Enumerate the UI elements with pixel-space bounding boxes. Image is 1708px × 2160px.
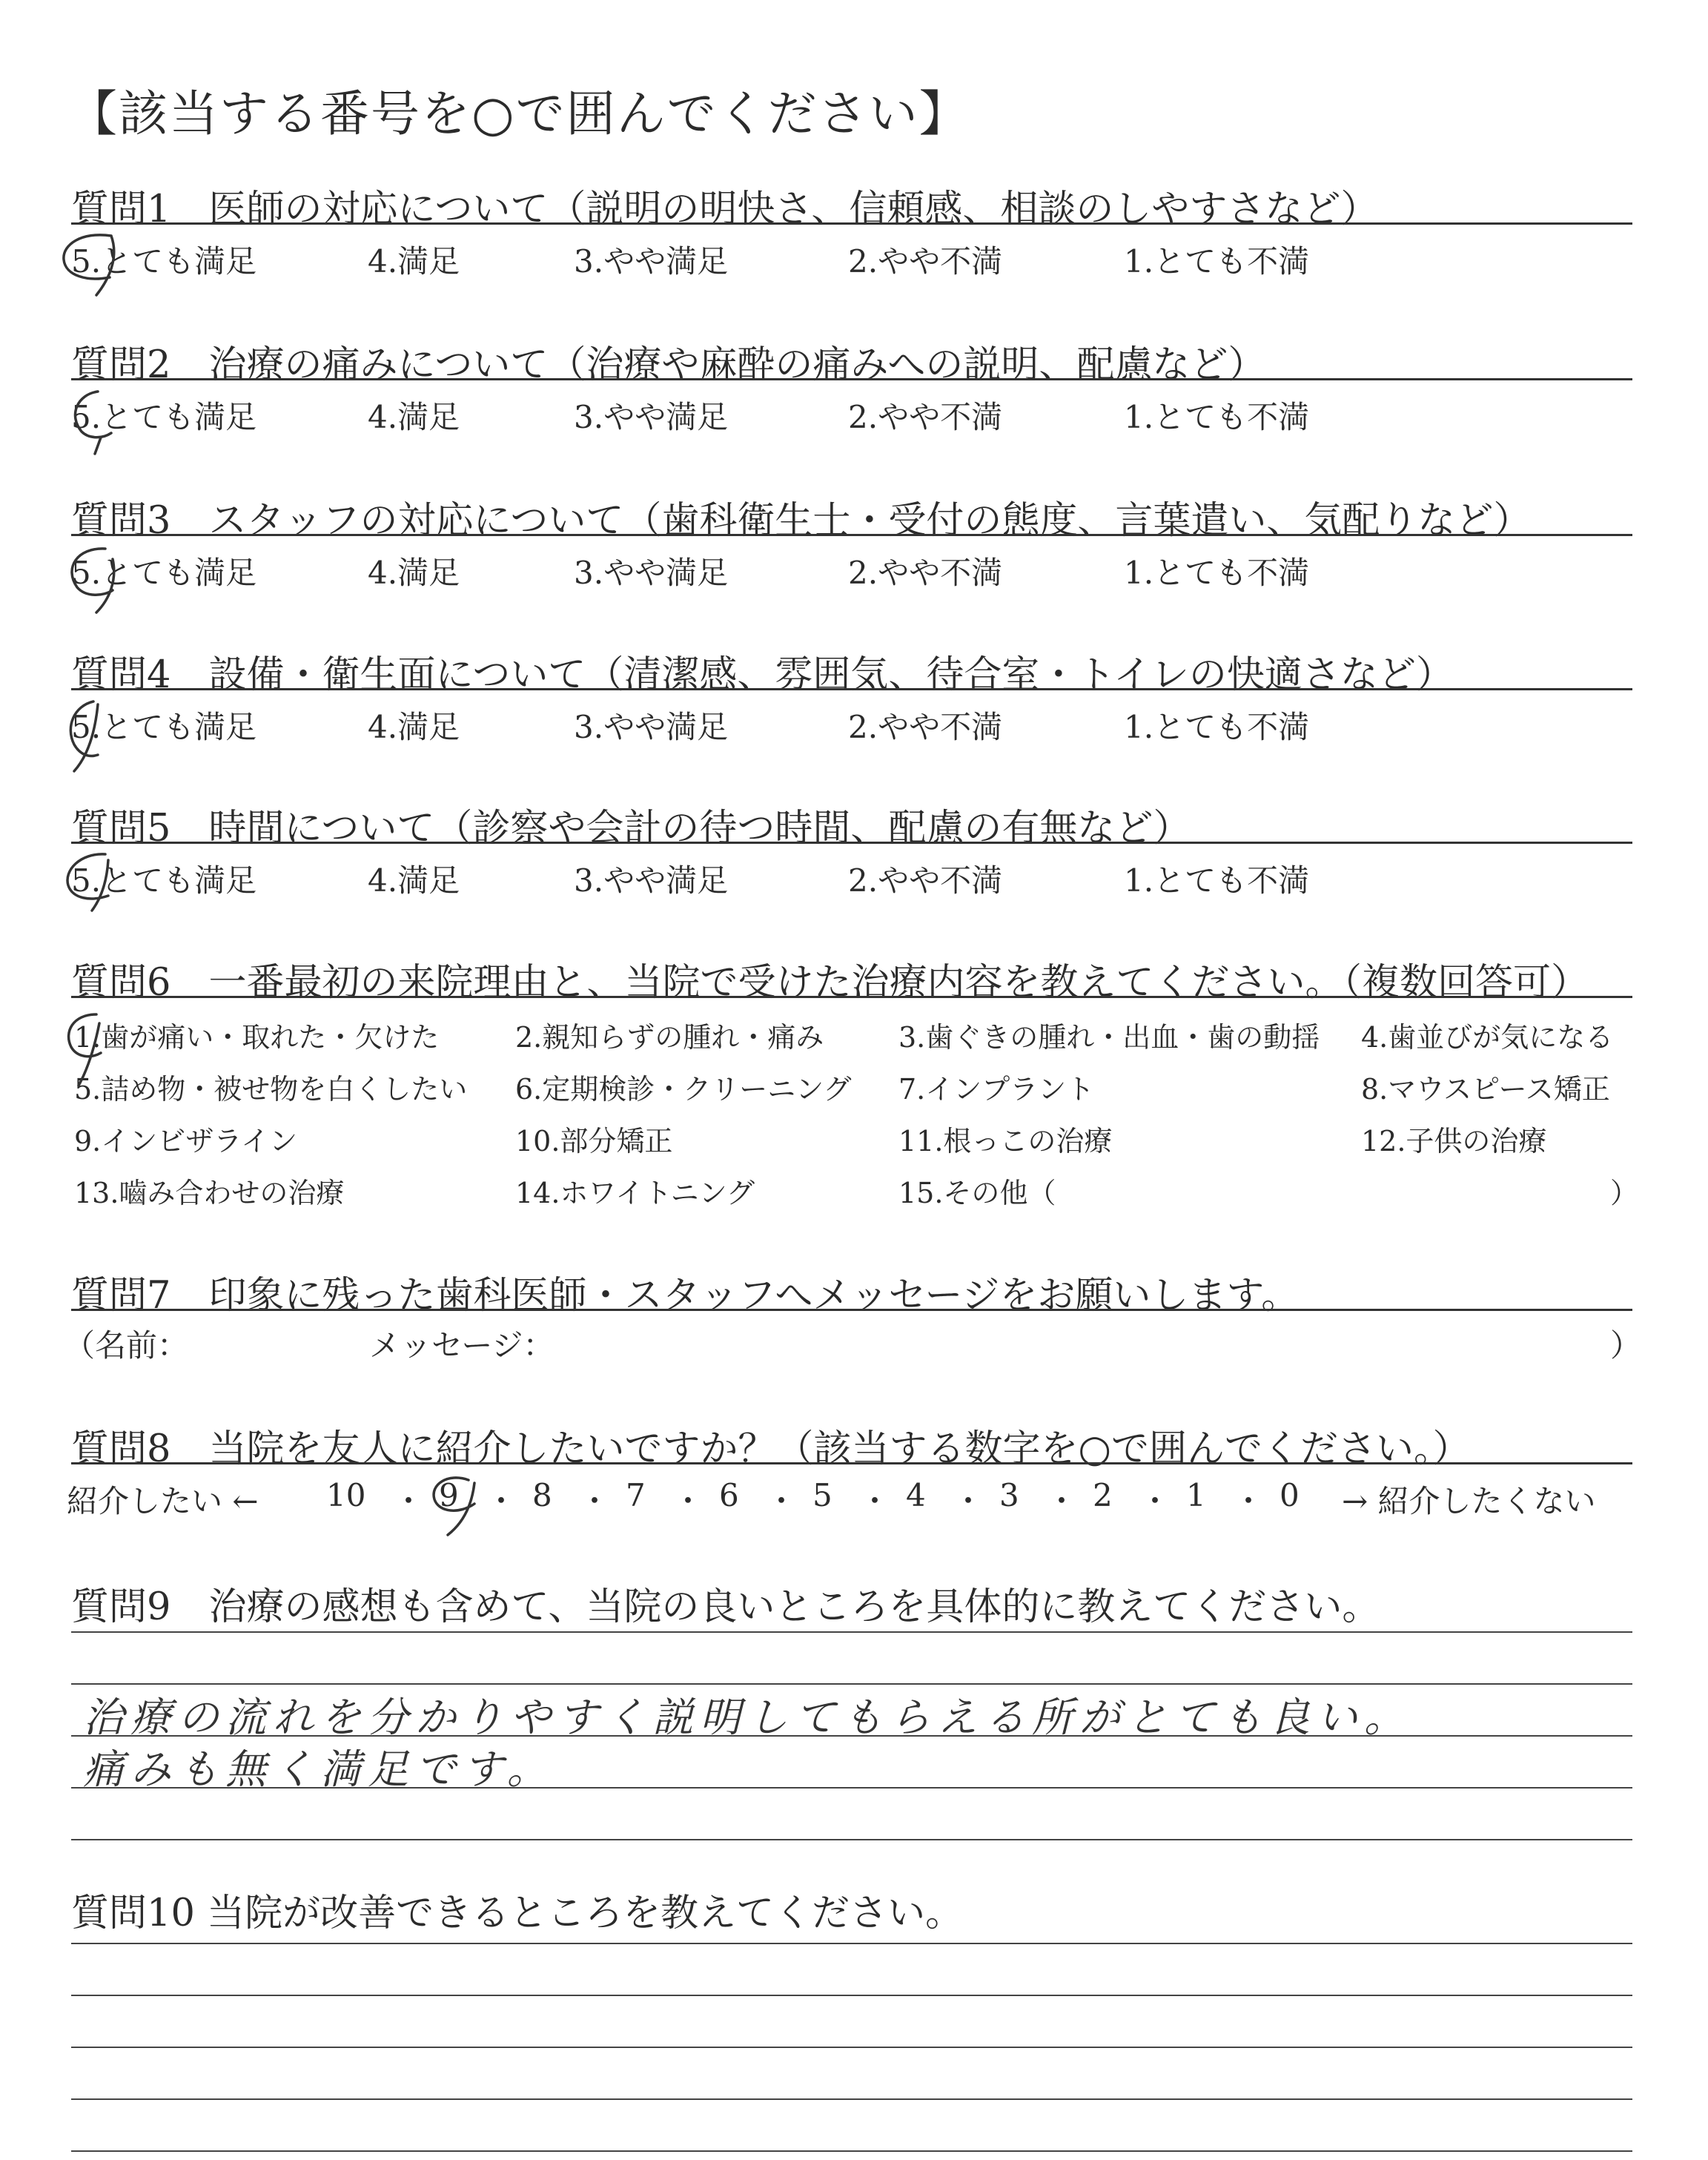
q7-close: ） [1610,1327,1642,1364]
q6-option-9[interactable]: 9.インビザライン [74,1125,298,1157]
q8-right-label: → 紹介したくない [1342,1483,1596,1519]
q8-separator: ・ [1046,1483,1078,1519]
circle-mark-q1 [64,235,114,295]
handwritten-answer-line-2: 痛みも無く満足です。 [83,1745,555,1793]
q3-option-3[interactable]: 3.やや満足 [574,555,729,591]
question-7-title: 質問7 印象に残った歯科医師・スタッフへメッセージをお願いします。 [71,1274,1300,1318]
q8-score-5[interactable]: 5 [812,1477,833,1513]
circle-mark-q8 [434,1478,474,1535]
question-6-title: 質問6 一番最初の来院理由と、当院で受けた治療内容を教えてください。（複数回答可） [71,961,1589,1005]
q6-option-8[interactable]: 8.マウスピース矯正 [1361,1073,1610,1106]
q8-separator: ・ [1139,1483,1171,1519]
q6-option-3[interactable]: 3.歯ぐきの腫れ・出血・歯の動揺 [898,1021,1320,1054]
q6-option-2[interactable]: 2.親知らずの腫れ・痛み [515,1021,824,1054]
q8-score-8[interactable]: 8 [532,1477,552,1513]
q6-option-1[interactable]: 1.歯が痛い・取れた・欠けた [74,1021,440,1054]
q5-option-5[interactable]: 5.とても満足 [71,862,257,899]
question-4-title: 質問4 設備・衛生面について（清潔感、雰囲気、待合室・トイレの快適さなど） [71,653,1454,697]
q6-option-7[interactable]: 7.インプラント [898,1073,1095,1106]
q3-option-5[interactable]: 5.とても満足 [71,555,257,591]
q1-option-1[interactable]: 1.とても不満 [1124,243,1310,280]
q8-score-1[interactable]: 1 [1186,1477,1206,1513]
question-5-title: 質問5 時間について（診察や会計の待つ時間、配慮の有無など） [71,807,1191,851]
q4-option-3[interactable]: 3.やや満足 [574,709,729,745]
q4-option-4[interactable]: 4.満足 [368,709,460,745]
q8-separator: ・ [859,1483,891,1519]
q4-option-1[interactable]: 1.とても不満 [1124,709,1310,745]
q8-score-9[interactable]: 9 [439,1477,459,1513]
q6-option-11[interactable]: 11.根っこの治療 [898,1125,1113,1157]
q7-message-label: メッセージ： [369,1327,555,1364]
question-9-title: 質問9 治療の感想も含めて、当院の良いところを具体的に教えてください。 [71,1585,1380,1629]
q1-option-3[interactable]: 3.やや満足 [574,243,729,280]
q6-option-12[interactable]: 12.子供の治療 [1361,1125,1547,1157]
q5-option-1[interactable]: 1.とても不満 [1124,862,1310,899]
q6-option-6[interactable]: 6.定期検診・クリーニング [515,1073,852,1106]
q1-option-2[interactable]: 2.やや不満 [848,243,1003,280]
q8-separator: ・ [393,1483,425,1519]
q8-left-label: 紹介したい ← [67,1483,259,1519]
q6-option-15[interactable]: 15.その他（ [898,1177,1056,1209]
q8-score-2[interactable]: 2 [1093,1477,1113,1513]
q6-option-5[interactable]: 5.詰め物・被せ物を白くしたい [74,1073,468,1106]
q8-score-10[interactable]: 10 [326,1477,366,1513]
q8-score-4[interactable]: 4 [906,1477,926,1513]
q3-option-1[interactable]: 1.とても不満 [1124,555,1310,591]
q5-option-3[interactable]: 3.やや満足 [574,862,729,899]
form-header: 【該当する番号を○で囲んでください】 [68,85,970,142]
circle-mark-q2 [75,392,111,454]
q8-separator: ・ [579,1483,611,1519]
q8-separator: ・ [1233,1483,1265,1519]
q8-score-7[interactable]: 7 [626,1477,646,1513]
q4-option-5[interactable]: 5.とても満足 [71,709,257,745]
question-8-title: 質問8 当院を友人に紹介したいですか？（該当する数字を○で囲んでください。） [71,1427,1471,1471]
q2-option-3[interactable]: 3.やや満足 [574,399,729,435]
q5-option-2[interactable]: 2.やや不満 [848,862,1003,899]
circle-mark-q5 [67,854,108,911]
q7-name-label: （名前： [64,1327,189,1364]
q4-option-2[interactable]: 2.やや不満 [848,709,1003,745]
handwritten-answer-line-1: 治療の流れを分かりやすく説明してもらえる所がとても良い。 [83,1694,1412,1741]
q6-option-4[interactable]: 4.歯並びが気になる [1361,1021,1614,1054]
q6-option-10[interactable]: 10.部分矯正 [515,1125,673,1157]
q2-option-2[interactable]: 2.やや不満 [848,399,1003,435]
q8-score-6[interactable]: 6 [719,1477,739,1513]
q8-separator: ・ [953,1483,984,1519]
q3-option-2[interactable]: 2.やや不満 [848,555,1003,591]
circle-mark-q6 [69,1014,101,1086]
q6-option-13[interactable]: 13.嚙み合わせの治療 [74,1177,345,1209]
q8-separator: ・ [766,1483,798,1519]
q2-option-5[interactable]: 5.とても満足 [71,399,257,435]
q8-separator: ・ [486,1483,517,1519]
q1-option-4[interactable]: 4.満足 [368,243,460,280]
question-10-title: 質問10 当院が改善できるところを教えてください。 [71,1892,964,1935]
q8-score-0[interactable]: 0 [1280,1477,1300,1513]
q6-other-close: ） [1610,1177,1639,1209]
question-2-title: 質問2 治療の痛みについて（治療や麻酔の痛みへの説明、配慮など） [71,343,1266,387]
q8-separator: ・ [672,1483,704,1519]
question-1-title: 質問1 医師の対応について（説明の明快さ、信頼感、相談のしやすさなど） [71,188,1379,231]
q5-option-4[interactable]: 4.満足 [368,862,460,899]
q1-option-5[interactable]: 5.とても満足 [71,243,257,280]
circle-mark-q3 [72,549,114,612]
q2-option-4[interactable]: 4.満足 [368,399,460,435]
question-3-title: 質問3 スタッフの対応について（歯科衛生士・受付の態度、言葉遣い、気配りなど） [71,499,1532,543]
q8-score-3[interactable]: 3 [999,1477,1019,1513]
q2-option-1[interactable]: 1.とても不満 [1124,399,1310,435]
q6-option-14[interactable]: 14.ホワイトニング [515,1177,755,1209]
circle-mark-q4 [70,701,98,771]
q3-option-4[interactable]: 4.満足 [368,555,460,591]
